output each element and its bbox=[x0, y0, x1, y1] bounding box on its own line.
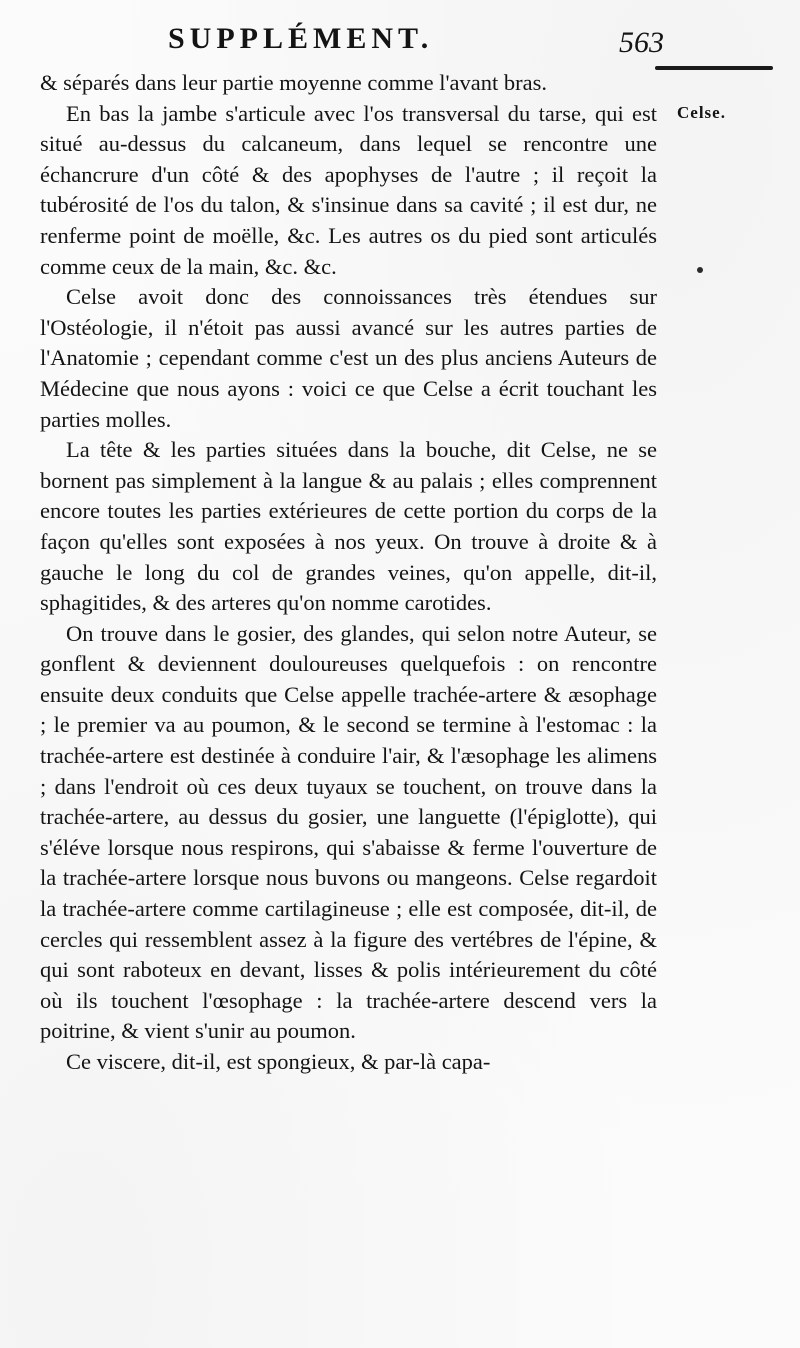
paragraph: On trouve dans le gosier, des glandes, qui selon notre Auteur, se gonflent & deviennent douloureuses quelquefois : on rencontre ensuite deux conduits que Celse appelle trachée-artere & æsophage ; le premier va au poumon, & le second se termine à l'estomac : la trachée-artere est destinée à conduire l'air, & l'æsophage les alimens ; dans l'endroit où ces deux tuyaux se touchent, on trouve dans la trachée-artere, au dessus du gosier, une languette (l'épiglotte), qui s'éléve lorsque nous respirons, qui s'abaisse & ferme l'ouverture de la trachée-artere lorsque nous buvons ou mangeons. Celse regardoit la trachée-artere comme cartilagineuse ; elle est composée, dit-il, de cercles qui ressemblent assez à la figure des vertébres de l'épine, & qui sont raboteux en devant, lisses & polis intérieurement du côté où ils touchent l'œsophage : la trachée-artere descend vers la poitrine, & vient s'unir au poumon. bbox=[40, 620, 657, 1044]
paragraph: Celse avoit donc des connoissances très étendues sur l'Ostéologie, il n'étoit pas aussi avancé sur les autres parties de l'Anatomie ; cependant comme c'est un des plus anciens Auteurs de Médecine que nous ayons : voici ce que Celse a écrit touchant les parties molles. bbox=[40, 284, 657, 432]
page-number: 563 bbox=[619, 26, 664, 59]
paragraph: La tête & les parties situées dans la bouche, dit Celse, ne se bornent pas simplement à la langue & au palais ; elles comprennent encore toutes les parties extérieures de cette portion du corps de la façon qu'elles sont exposées à nos yeux. On trouve à droite & à gauche le long du col de grandes veines, qu'on appelle, dit-il, sphagitides, & des arteres qu'on nomme carotides. bbox=[40, 437, 657, 616]
page-header bbox=[150, 20, 670, 60]
running-head: SUPPLÉMENT. bbox=[168, 22, 434, 55]
paragraph: En bas la jambe s'articule avec l'os transversal du tarse, qui est situé au-dessus du calcaneum, dans lequel se rencontre une échancrure d'un côté & des apophyses de l'autre ; il reçoit la tubérosité de l'os du talon, & s'insinue dans sa cavité ; il est dur, ne renferme point de moëlle, &c. Les autres os du pied sont articulés comme ceux de la main, &c. &c. bbox=[40, 100, 657, 279]
body-text bbox=[40, 68, 657, 1078]
ink-dot bbox=[697, 267, 703, 273]
margin-note: Celse. bbox=[677, 103, 726, 122]
header-rule bbox=[655, 66, 773, 70]
paragraph: & séparés dans leur partie moyenne comme l'avant bras. bbox=[40, 70, 547, 95]
paragraph: Ce viscere, dit-il, est spongieux, & par-là capa- bbox=[66, 1049, 491, 1074]
